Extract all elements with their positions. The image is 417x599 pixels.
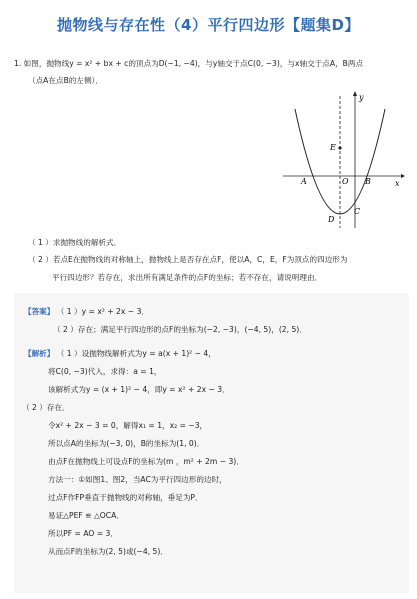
analysis-line-2: 将C(0, −3)代入，求得：a = 1， <box>48 367 162 376</box>
analysis-tag: 【解析】 <box>24 349 55 358</box>
x-axis-label: x <box>395 179 400 188</box>
question-line-2: （点A在点B的左侧）． <box>28 76 103 85</box>
question-line-1: 1. 如图，抛物线y = x² + bx + c的顶点为D(−1, −4)，与y轴交于点C(0, −3)，与x轴交于点A，B两点 <box>14 59 364 68</box>
analysis-line-6: 所以点A的坐标为(−3, 0)，B的坐标为(1, 0)． <box>48 439 205 448</box>
answer-line-1: （ 1 ）y = x² + 2x − 3． <box>56 307 149 316</box>
analysis-line-3: 该解析式为y = (x + 1)² − 4，即y = x² + 2x − 3． <box>48 385 230 394</box>
analysis-line-5: 令x² + 2x − 3 = 0，解得x₁ = 1，x₂ = −3， <box>48 421 208 430</box>
y-axis-label: y <box>359 93 364 102</box>
label-o: O <box>342 177 349 186</box>
sub-question-2-line-1: （ 2 ）若点E在抛物线的对称轴上，抛物线上是否存在点F，使以A，C，E，F为顶点的四边形为 <box>28 255 348 264</box>
point-e <box>338 146 341 149</box>
analysis-line-4: （ 2 ）存在． <box>22 403 70 412</box>
analysis-line-8: 方法一：①如图1、图2，当AC为平行四边形的边时， <box>48 475 227 484</box>
y-axis-arrow <box>353 91 357 96</box>
label-c: C <box>354 207 361 216</box>
sub-question-1: （ 1 ）求抛物线的解析式． <box>28 238 122 247</box>
label-d: D <box>328 215 335 224</box>
answer-tag: 【答案】 <box>24 307 55 316</box>
parabola-graph <box>283 88 405 228</box>
label-b: B <box>365 177 371 186</box>
answer-line-2: （ 2 ）存在；满足平行四边形的点F的坐标为(−2, −3)，(−4, 5)，(2, 5)． <box>53 325 307 334</box>
analysis-line-10: 易证△PEF ≌ △OCA． <box>48 511 124 520</box>
analysis-line-7: 由点F在抛物线上可设点F的坐标为(m ，m² + 2m − 3)． <box>48 457 244 466</box>
page-title: 抛物线与存在性（4）平行四边形【题集D】 <box>57 16 360 34</box>
analysis-line-12: 从而点F的坐标为(2, 5)或(−4, 5)． <box>48 547 168 556</box>
sub-question-2-line-2: 平行四边形？若存在，求出所有满足条件的点F的坐标；若不存在，请说明理由． <box>52 273 323 282</box>
label-e: E <box>330 143 336 152</box>
label-a: A <box>301 177 307 186</box>
analysis-line-1: （ 1 ）设抛物线解析式为y = a(x + 1)² − 4， <box>56 349 216 358</box>
analysis-line-9: 过点F作FP垂直于抛物线的对称轴，垂足为P． <box>48 493 203 502</box>
analysis-line-11: 所以PF = AO = 3． <box>48 529 118 538</box>
x-axis-arrow <box>401 174 405 178</box>
